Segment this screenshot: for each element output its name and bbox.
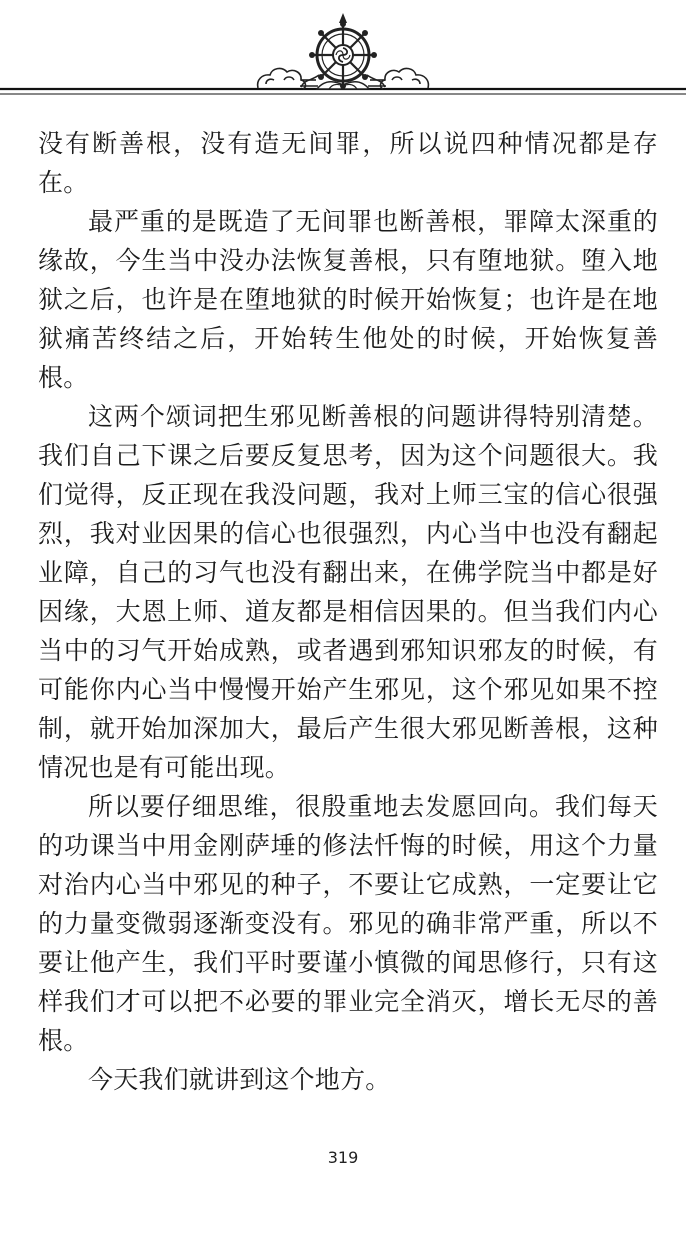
body-paragraph: 最严重的是既造了无间罪也断善根，罪障太深重的缘故，今生当中没办法恢复善根，只有堕地狱。堕入地狱之后，也许是在堕地狱的时候开始恢复；也许是在地狱痛苦终结之后，开始转生他处的时候，开始恢复善根。	[38, 207, 658, 392]
body-paragraph: 这两个颂词把生邪见断善根的问题讲得特别清楚。我们自己下课之后要反复思考，因为这个问题很大。我们觉得，反正现在我没问题，我对上师三宝的信心很强烈，我对业因果的信心也很强烈，内心当中也没有翻起业障，自己的习气也没有翻出来，在佛学院当中都是好因缘，大恩上师、道友都是相信因果的。但当我们内心当中的习气开始成熟，或者遇到邪知识邪友的时候，有可能你内心当中慢慢开始产生邪见，这个邪见如果不控制，就开始加深加大，最后产生很大邪见断善根，这种情况也是有可能出现。	[38, 402, 658, 782]
body-paragraph: 今天我们就讲到这个地方。	[88, 1065, 391, 1094]
page-body	[38, 124, 658, 1099]
page-header	[0, 0, 686, 110]
header-ornament	[0, 0, 686, 110]
left-cloud-scroll-icon	[258, 68, 318, 89]
body-paragraph: 没有断善根，没有造无间罪，所以说四种情况都是存在。	[38, 129, 658, 197]
page-number: 319	[327, 1148, 359, 1167]
body-paragraph: 所以要仔细思维，很殷重地去发愿回向。我们每天的功课当中用金刚萨埵的修法忏悔的时候，用这个力量对治内心当中邪见的种子，不要让它成熟，一定要让它的力量变微弱逐渐变没有。邪见的确非常严重，所以不要让他产生，我们平时要谨小慎微的闻思修行，只有这样我们才可以把不必要的罪业完全消灭，增长无尽的善根。	[38, 792, 658, 1055]
dharma-wheel-icon	[301, 13, 385, 89]
right-cloud-scroll-icon	[368, 68, 428, 89]
